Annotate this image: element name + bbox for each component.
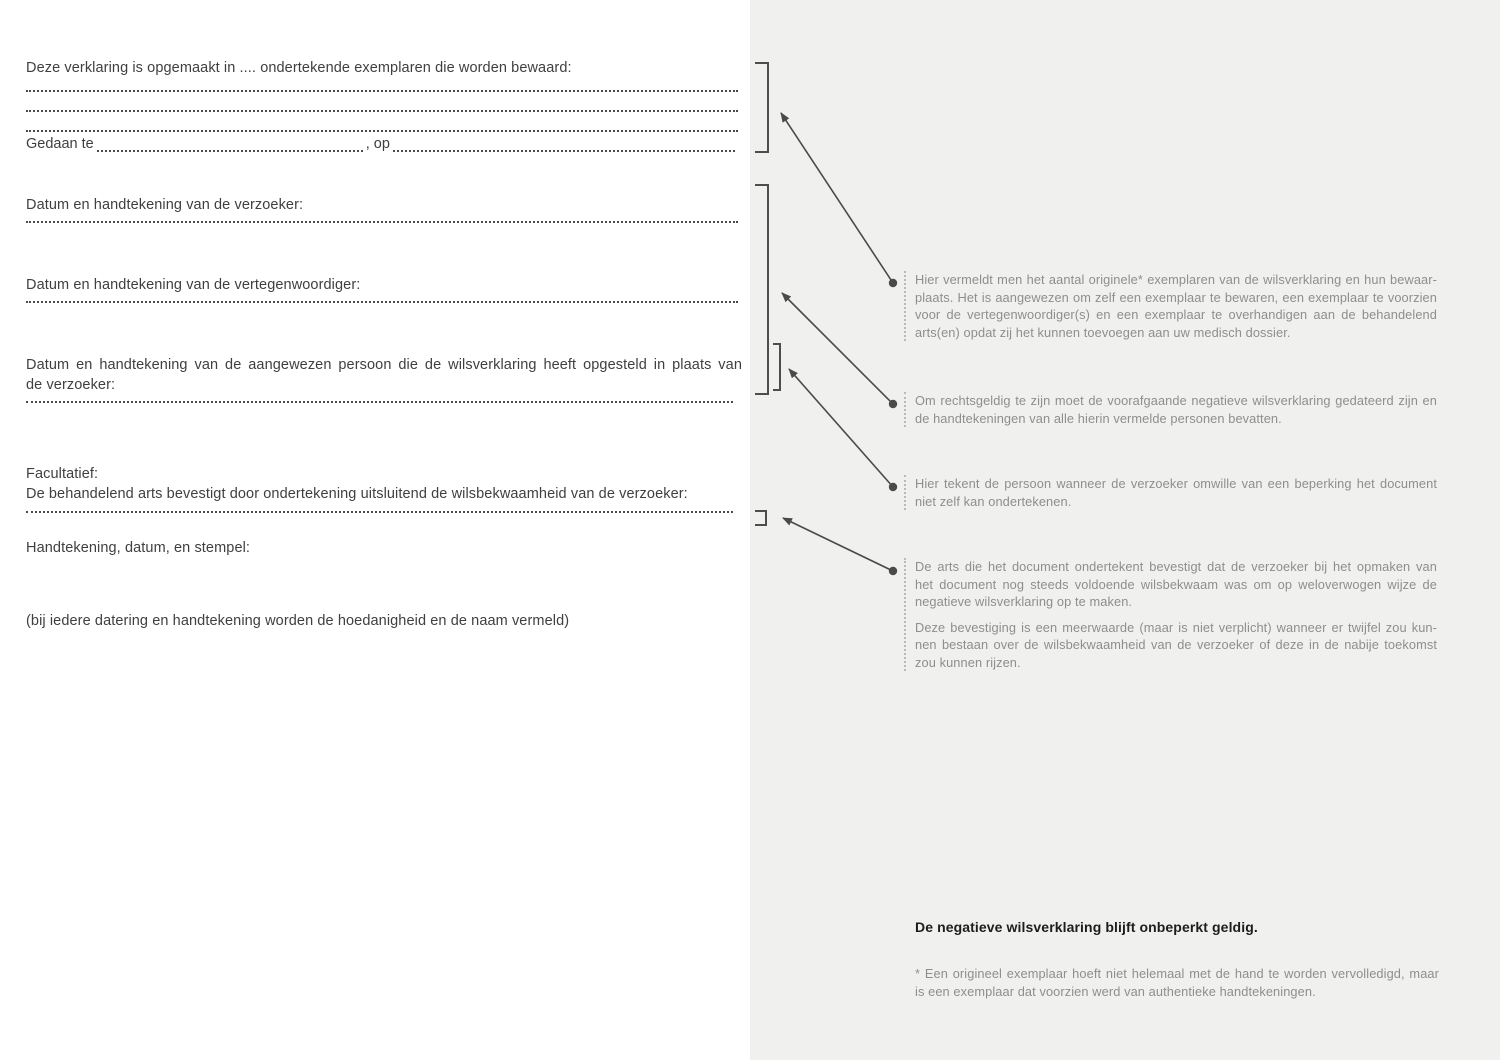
text-line: zou kunnen rijzen.: [915, 654, 1021, 670]
text-line: De arts die het document ondertekent bevestigt dat de verzoeker bij het opmaken van: [915, 559, 1437, 574]
fill-in-line: [26, 301, 738, 303]
text-line: is een exemplaar dat voorzien werd van authentieke handtekeningen.: [915, 983, 1316, 999]
fill-in-line: [26, 221, 738, 223]
text-line: nen bestaan over de wilsbekwaamheid van de verzoeker of deze in de nabije toekomst: [915, 637, 1437, 652]
physician-line-bracket: [755, 510, 767, 526]
text-line: de handtekeningen van alle hierin vermelde personen bevatten.: [915, 410, 1282, 426]
text-line: het document nog steeds voldoende wilsbekwaam was om op weloverwogen wijze de: [915, 576, 1437, 592]
requester-signature-label: Datum en handtekening van de verzoeker:: [26, 197, 304, 213]
text-line: Om rechtsgeldig te zijn moet de voorafgaande negatieve wilsverklaring gedateerd zijn en: [915, 393, 1437, 408]
annotation-appointed-person: [904, 475, 1437, 510]
done-at-label: Gedaan te: [26, 136, 94, 152]
fill-in-line: [26, 90, 738, 92]
copies-heading: Deze verklaring is opgemaakt in .... ondertekende exemplaren die worden bewaard:: [26, 60, 572, 76]
annotation-copies: [904, 271, 1437, 341]
optional-label: Facultatief:: [26, 466, 99, 482]
text-line: de verzoeker:: [26, 376, 116, 393]
fill-in-line: [26, 130, 738, 132]
on-label: , op: [365, 136, 390, 152]
appointed-person-bracket: [773, 343, 781, 391]
representative-signature-label: Datum en handtekening van de vertegenwoordiger:: [26, 277, 361, 293]
appointed-person-label: [26, 356, 742, 395]
annotation-physician-paragraph-2: [915, 619, 1437, 672]
annotation-panel-background: [750, 0, 1500, 1060]
text-line: niet zelf kan ondertekenen.: [915, 493, 1072, 509]
text-line: Hier tekent de persoon wanneer de verzoeker omwille van een beperking het document: [915, 476, 1437, 491]
text-line: * Een origineel exemplaar hoeft niet helemaal met de hand te worden vervolledigd, maar: [915, 966, 1439, 981]
text-line: voor de vertegenwoordiger(s) en een exemplaar te overhandigen aan de behandelend: [915, 307, 1437, 322]
text-line: Deze bevestiging is een meerwaarde (maar is niet verplicht) wanneer er twijfel zou kun-: [915, 619, 1437, 635]
signatures-section-bracket: [755, 184, 769, 395]
fill-in-line: [393, 139, 735, 152]
annotation-physician-paragraph-1: [915, 558, 1437, 611]
original-copy-footnote: [915, 965, 1439, 1000]
text-line: negatieve wilsverklaring op te maken.: [915, 594, 1133, 609]
annotation-physician: [904, 558, 1437, 671]
text-line: Hier vermeldt men het aantal originele* exemplaren van de wilsverklaring en hun bewaar-: [915, 272, 1437, 287]
fill-in-line: [97, 139, 363, 152]
copies-section-bracket: [755, 62, 769, 153]
fill-in-line: [26, 401, 733, 403]
form-footer-note: (bij iedere datering en handtekening worden de hoedanigheid en de naam vermeld): [26, 613, 570, 629]
text-line: arts(en) opdat zij het kunnen toevoegen aan uw medisch dossier.: [915, 324, 1291, 340]
text-line: plaats. Het is aangewezen om zelf een exemplaar te bewaren, een exemplaar te voorzien: [915, 289, 1437, 305]
physician-statement: De behandelend arts bevestigt door ondertekening uitsluitend de wilsbekwaamheid van de verzoeker:: [26, 486, 688, 502]
validity-note: De negatieve wilsverklaring blijft onbeperkt geldig.: [915, 919, 1258, 935]
text-line: Datum en handtekening van de aangewezen persoon die de wilsverklaring heeft opgesteld in plaats van: [26, 357, 742, 373]
signature-date-stamp-label: Handtekening, datum, en stempel:: [26, 540, 251, 556]
fill-in-line: [26, 511, 733, 513]
done-at-row: [26, 136, 738, 152]
fill-in-line: [26, 110, 738, 112]
annotation-validity: [904, 392, 1437, 427]
